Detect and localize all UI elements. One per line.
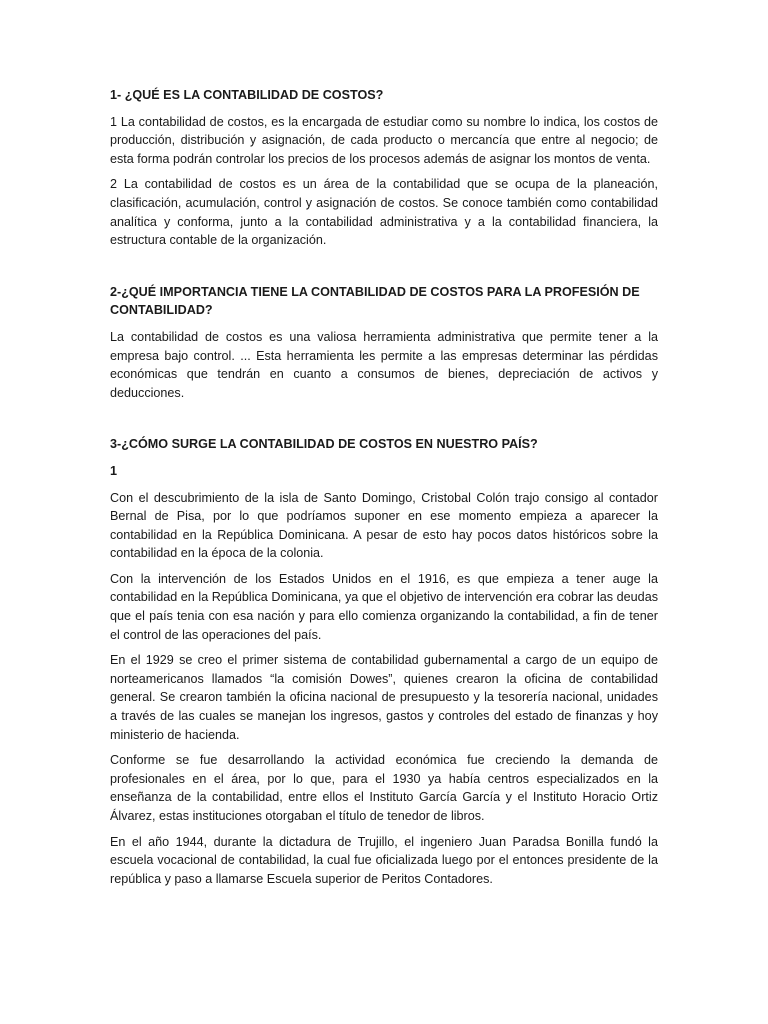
paragraph: En el año 1944, durante la dictadura de Trujillo, el ingeniero Juan Paradsa Bonilla fundó la escuela vocacional de contabilidad, la cual fue oficializada luego por el entonces presidente de la república y paso a llamarse Escuela superior de Peritos Contadores.: [110, 834, 658, 886]
section-2: [110, 283, 658, 403]
document-page: [110, 86, 658, 895]
section-3: [110, 435, 658, 888]
paragraph: Con la intervención de los Estados Unidos en el 1916, es que empieza a tener auge la contabilidad en la República Dominicana, ya que el objetivo de intervención era cobrar las deudas que el país tenia con esa nación y para ello comienza organizando la contabilidad, a fin de tener el control de las operaciones del país.: [110, 571, 658, 642]
paragraph: 1 La contabilidad de costos, es la encargada de estudiar como su nombre lo indica, los costos de producción, distribución y asignación, de cada producto o mercancía que entre al negocio; de esta forma podrán controlar los precios de los procesos además de asignar los montos de venta.: [110, 114, 658, 166]
section-subheading: 1: [110, 463, 118, 478]
section-1: [110, 86, 658, 250]
paragraph: Conforme se fue desarrollando la actividad económica fue creciendo la demanda de profesionales en el área, por lo que, para el 1930 ya había centros especializados en la enseñanza de la contabilidad, entre ellos el Instituto García García y el Instituto Horacio Ortiz Álvarez, estas instituciones otorgaban el título de tenedor de libros.: [110, 753, 658, 823]
paragraph: La contabilidad de costos es una valiosa herramienta administrativa que permite tener a la empresa bajo control. ... Esta herramienta les permite a las empresas determinar las pérdidas económicas que tendrán en cuanto a consumos de bienes, depreciación de activos y deducciones.: [110, 329, 658, 400]
section-heading: 1- ¿QUÉ ES LA CONTABILIDAD DE COSTOS?: [110, 88, 384, 102]
section-spacer: [110, 409, 658, 435]
paragraph: Con el descubrimiento de la isla de Santo Domingo, Cristobal Colón trajo consigo al contador Bernal de Pisa, por lo que podríamos suponer en ese momento empieza a aparecer la contabilidad en la República Dominicana. A pesar de esto hay pocos datos históricos sobre la contabilidad en la época de la colonia.: [110, 490, 658, 561]
paragraph: En el 1929 se creo el primer sistema de contabilidad gubernamental a cargo de un equipo de norteamericanos llamados “la comisión Dowes”, quienes crearon la oficina de contabilidad general. Se crearon también la oficina nacional de presupuesto y la tesorería nacional, unidades a través de las cuales se manejan los ingresos, gastos y controles del estado de finanzas y hoy ministerio de hacienda.: [110, 653, 658, 742]
section-spacer: [110, 257, 658, 283]
section-heading: 3-¿CÓMO SURGE LA CONTABILIDAD DE COSTOS EN NUESTRO PAÍS?: [110, 437, 538, 452]
section-heading: 2-¿QUÉ IMPORTANCIA TIENE LA CONTABILIDAD DE COSTOS PARA LA PROFESIÓN DE CONTABILIDAD?: [110, 284, 640, 318]
paragraph: 2 La contabilidad de costos es un área de la contabilidad que se ocupa de la planeación, clasificación, acumulación, control y asignación de costos. Se conoce también como contabilidad analítica y conforma, junto a la contabilidad administrativa y a la contabilidad financiera, la estructura contable de la organización.: [110, 177, 658, 248]
